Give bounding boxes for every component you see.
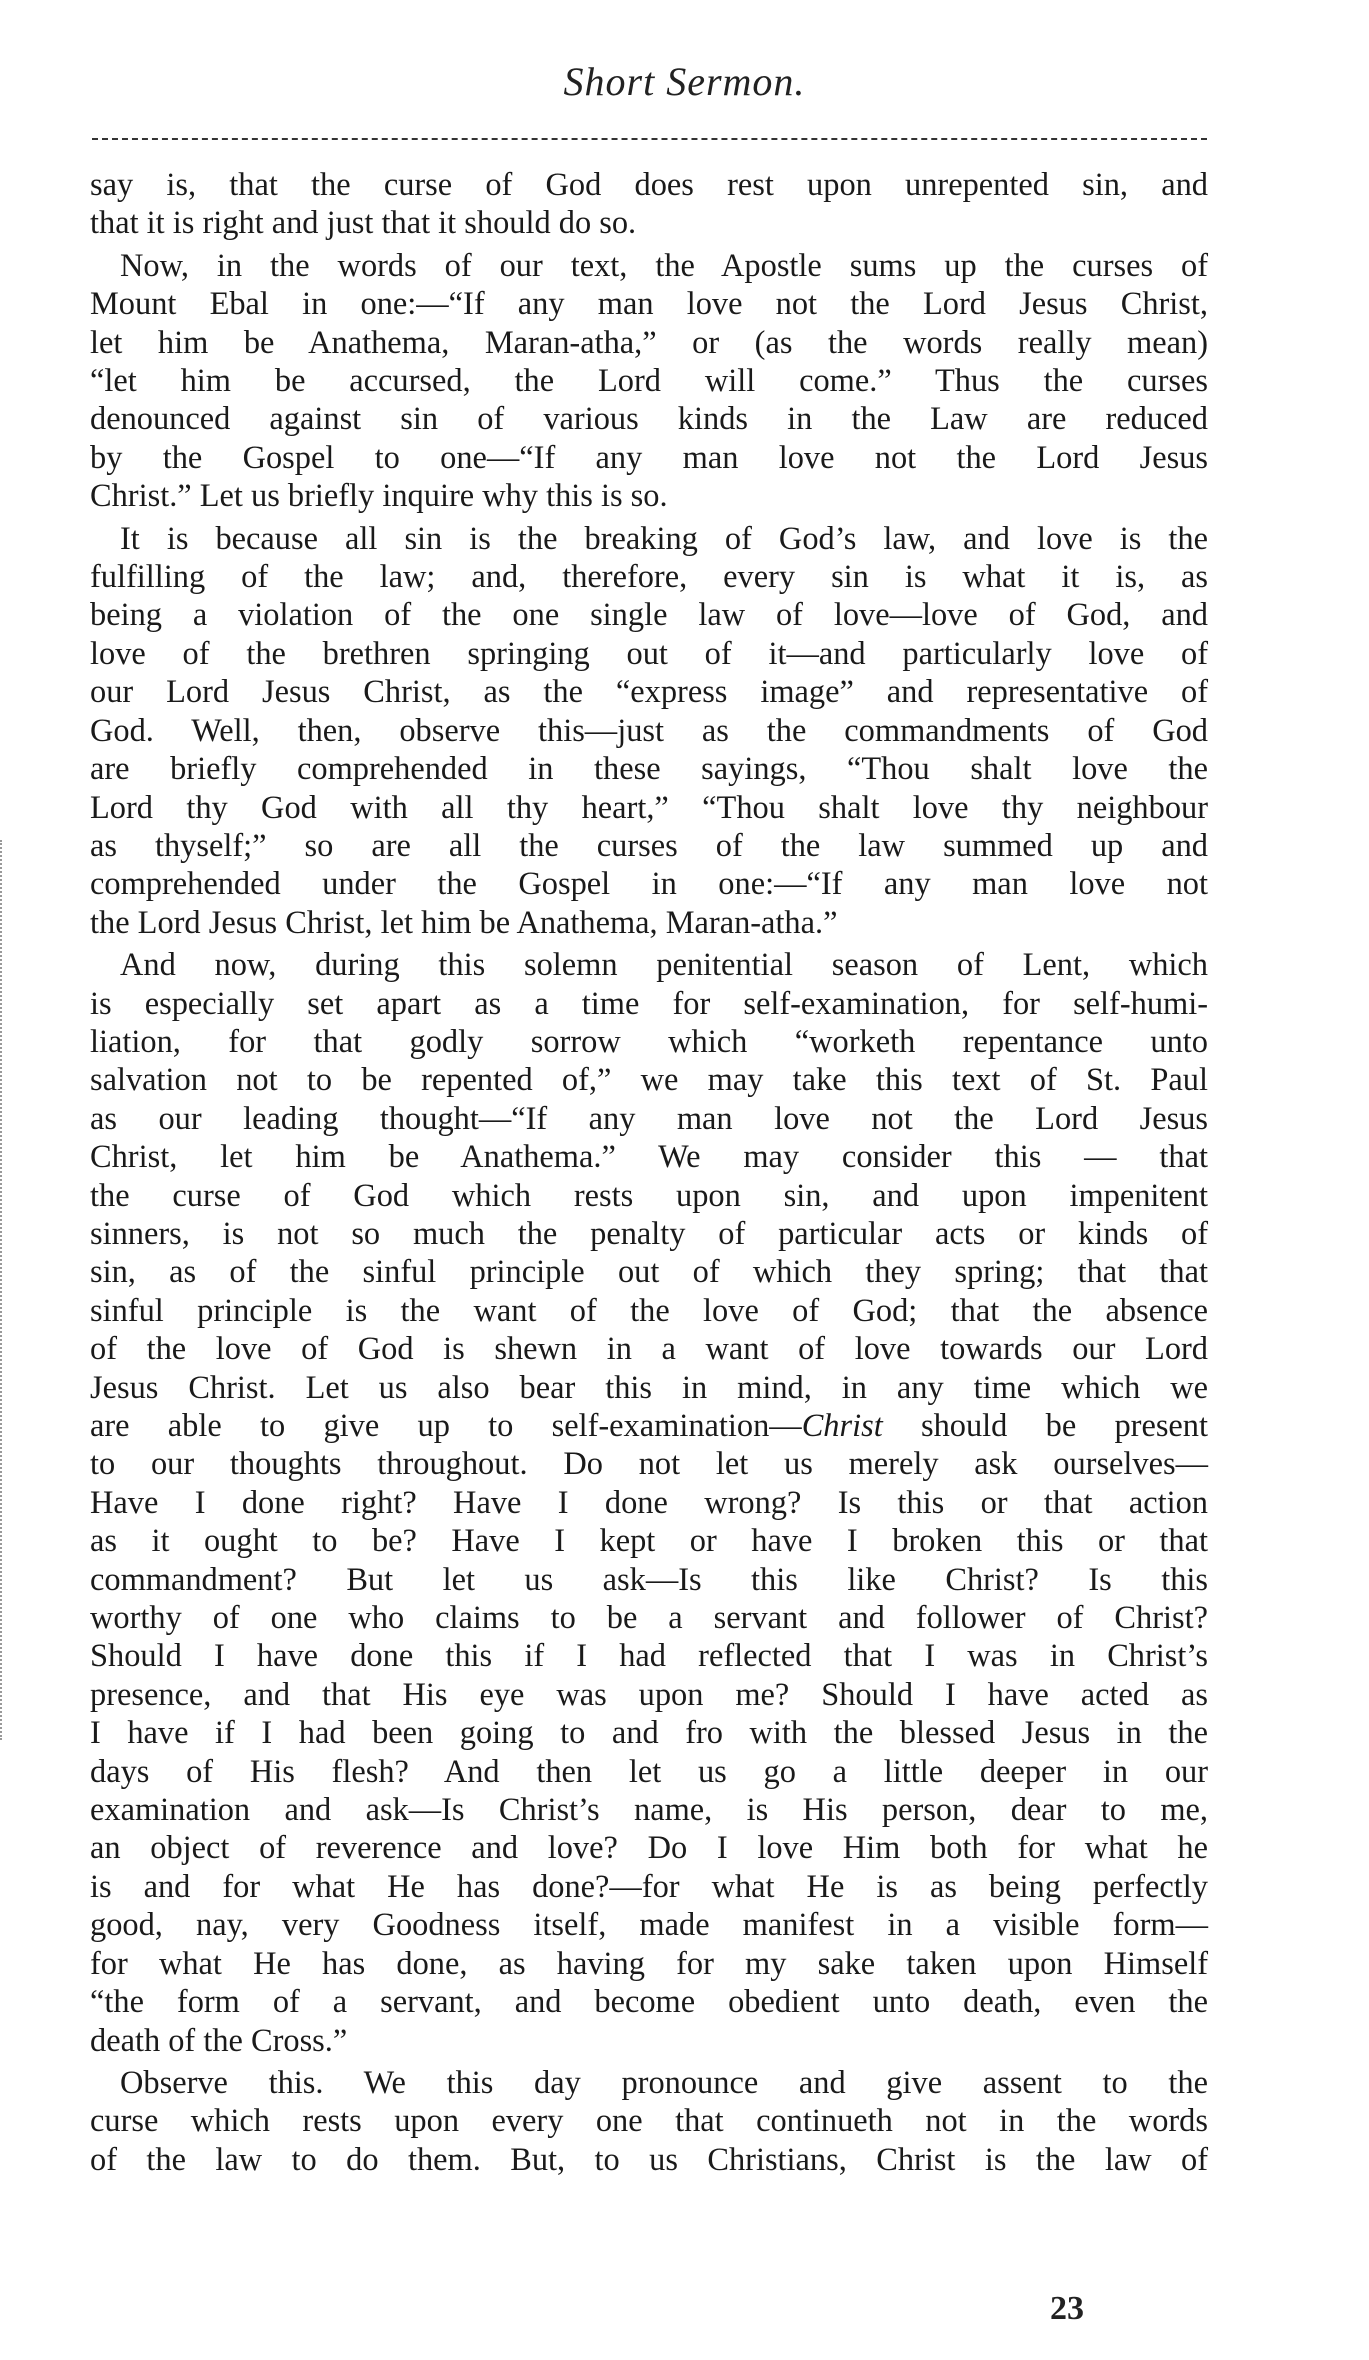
- text-line: as thyself;” so are all the curses of the law summed up and: [90, 827, 1208, 864]
- text-line: the Lord Jesus Christ, let him be Anathema, Maran-atha.”: [90, 904, 838, 941]
- text-line: by the Gospel to one—“If any man love not the Lord Jesus: [90, 439, 1208, 476]
- text-line: And now, during this solemn penitential season of Lent, which: [120, 947, 1208, 984]
- text-line: to our thoughts throughout. Do not let us merely ask ourselves—: [90, 1446, 1208, 1483]
- text-line: being a violation of the one single law of love—love of God, and: [90, 597, 1208, 634]
- text-line: presence, and that His eye was upon me? Should I have acted as: [90, 1676, 1208, 1713]
- text-line: Now, in the words of our text, the Apostle sums up the curses of: [120, 247, 1208, 284]
- text-line: Should I have done this if I had reflected that I was in Christ’s: [90, 1638, 1208, 1675]
- text-line: for what He has done, as having for my sake taken upon Himself: [90, 1945, 1208, 1982]
- text-line: days of His flesh? And then let us go a little deeper in our: [90, 1753, 1208, 1790]
- header-rule: [92, 138, 1207, 140]
- text-line: “let him be accursed, the Lord will come.” Thus the curses: [90, 363, 1208, 400]
- text-line: “the form of a servant, and become obedient unto death, even the: [90, 1984, 1208, 2021]
- text-line: sinners, is not so much the penalty of particular acts or kinds of: [90, 1215, 1208, 1252]
- text-line: an object of reverence and love? Do I love Him both for what he: [90, 1830, 1208, 1867]
- text-line: are briefly comprehended in these sayings, “Thou shalt love the: [90, 751, 1208, 788]
- page-number: 23: [1050, 2290, 1084, 2327]
- sermon-body: [90, 166, 1208, 2183]
- gutter-binding-marks: [0, 840, 8, 1740]
- text-line: the curse of God which rests upon sin, and upon impenitent: [90, 1177, 1208, 1214]
- text-line: God. Well, then, observe this—just as the commandments of God: [90, 712, 1208, 749]
- paragraph: [90, 247, 1208, 516]
- text-line: curse which rests upon every one that continueth not in the words: [90, 2103, 1208, 2140]
- text-line: is especially set apart as a time for self-examination, for self-humi-: [90, 985, 1208, 1022]
- text-line: are able to give up to self-examination—Christ should be present: [90, 1408, 1208, 1444]
- running-head: Short Sermon.: [563, 59, 806, 104]
- paragraph: [90, 946, 1208, 2060]
- text-line: let him be Anathema, Maran-atha,” or (as the words really mean): [90, 324, 1208, 361]
- text-line: sinful principle is the want of the love of God; that the absence: [90, 1292, 1208, 1329]
- text-line: death of the Cross.”: [90, 2022, 348, 2059]
- text-line: Have I done right? Have I done wrong? Is this or that action: [90, 1484, 1208, 1521]
- text-line: liation, for that godly sorrow which “worketh repentance unto: [90, 1023, 1208, 1060]
- text-line: Christ.” Let us briefly inquire why this is so.: [90, 478, 668, 515]
- text-line: fulfilling of the law; and, therefore, every sin is what it is, as: [90, 559, 1208, 596]
- text-line: examination and ask—Is Christ’s name, is His person, dear to me,: [90, 1792, 1208, 1829]
- paragraph: [90, 520, 1208, 942]
- text-line: that it is right and just that it should do so.: [90, 205, 637, 242]
- text-line: of the love of God is shewn in a want of love towards our Lord: [90, 1331, 1208, 1368]
- text-line: It is because all sin is the breaking of God’s law, and love is the: [120, 520, 1208, 557]
- text-line: commandment? But let us ask—Is this like Christ? Is this: [90, 1561, 1208, 1598]
- text-line: denounced against sin of various kinds in the Law are reduced: [90, 401, 1208, 438]
- text-line: I have if I had been going to and fro with the blessed Jesus in the: [90, 1715, 1208, 1752]
- text-line: good, nay, very Goodness itself, made manifest in a visible form—: [90, 1907, 1208, 1944]
- text-line: as it ought to be? Have I kept or have I broken this or that: [90, 1523, 1208, 1560]
- text-line: Observe this. We this day pronounce and give assent to the: [120, 2064, 1208, 2101]
- text-line: salvation not to be repented of,” we may take this text of St. Paul: [90, 1062, 1208, 1099]
- text-line: our Lord Jesus Christ, as the “express image” and representative of: [90, 674, 1208, 711]
- text-line: Jesus Christ. Let us also bear this in mind, in any time which we: [90, 1369, 1208, 1406]
- text-line: worthy of one who claims to be a servant and follower of Christ?: [90, 1600, 1208, 1637]
- text-line: Mount Ebal in one:—“If any man love not the Lord Jesus Christ,: [90, 286, 1208, 323]
- paragraph: [90, 2064, 1208, 2179]
- text-line: is and for what He has done?—for what He is as being perfectly: [90, 1868, 1208, 1905]
- text-line: say is, that the curse of God does rest upon unrepented sin, and: [90, 167, 1208, 203]
- text-line: love of the brethren springing out of it—and particularly love of: [90, 635, 1208, 672]
- text-line: Lord thy God with all thy heart,” “Thou shalt love thy neighbour: [90, 789, 1208, 826]
- text-line: Christ, let him be Anathema.” We may consider this — that: [90, 1139, 1208, 1176]
- text-line: sin, as of the sinful principle out of which they spring; that that: [90, 1254, 1208, 1291]
- text-line: of the law to do them. But, to us Christians, Christ is the law of: [90, 2141, 1208, 2178]
- text-line: comprehended under the Gospel in one:—“If any man love not: [90, 866, 1208, 903]
- paragraph: [90, 166, 1208, 243]
- text-line: as our leading thought—“If any man love not the Lord Jesus: [90, 1100, 1208, 1137]
